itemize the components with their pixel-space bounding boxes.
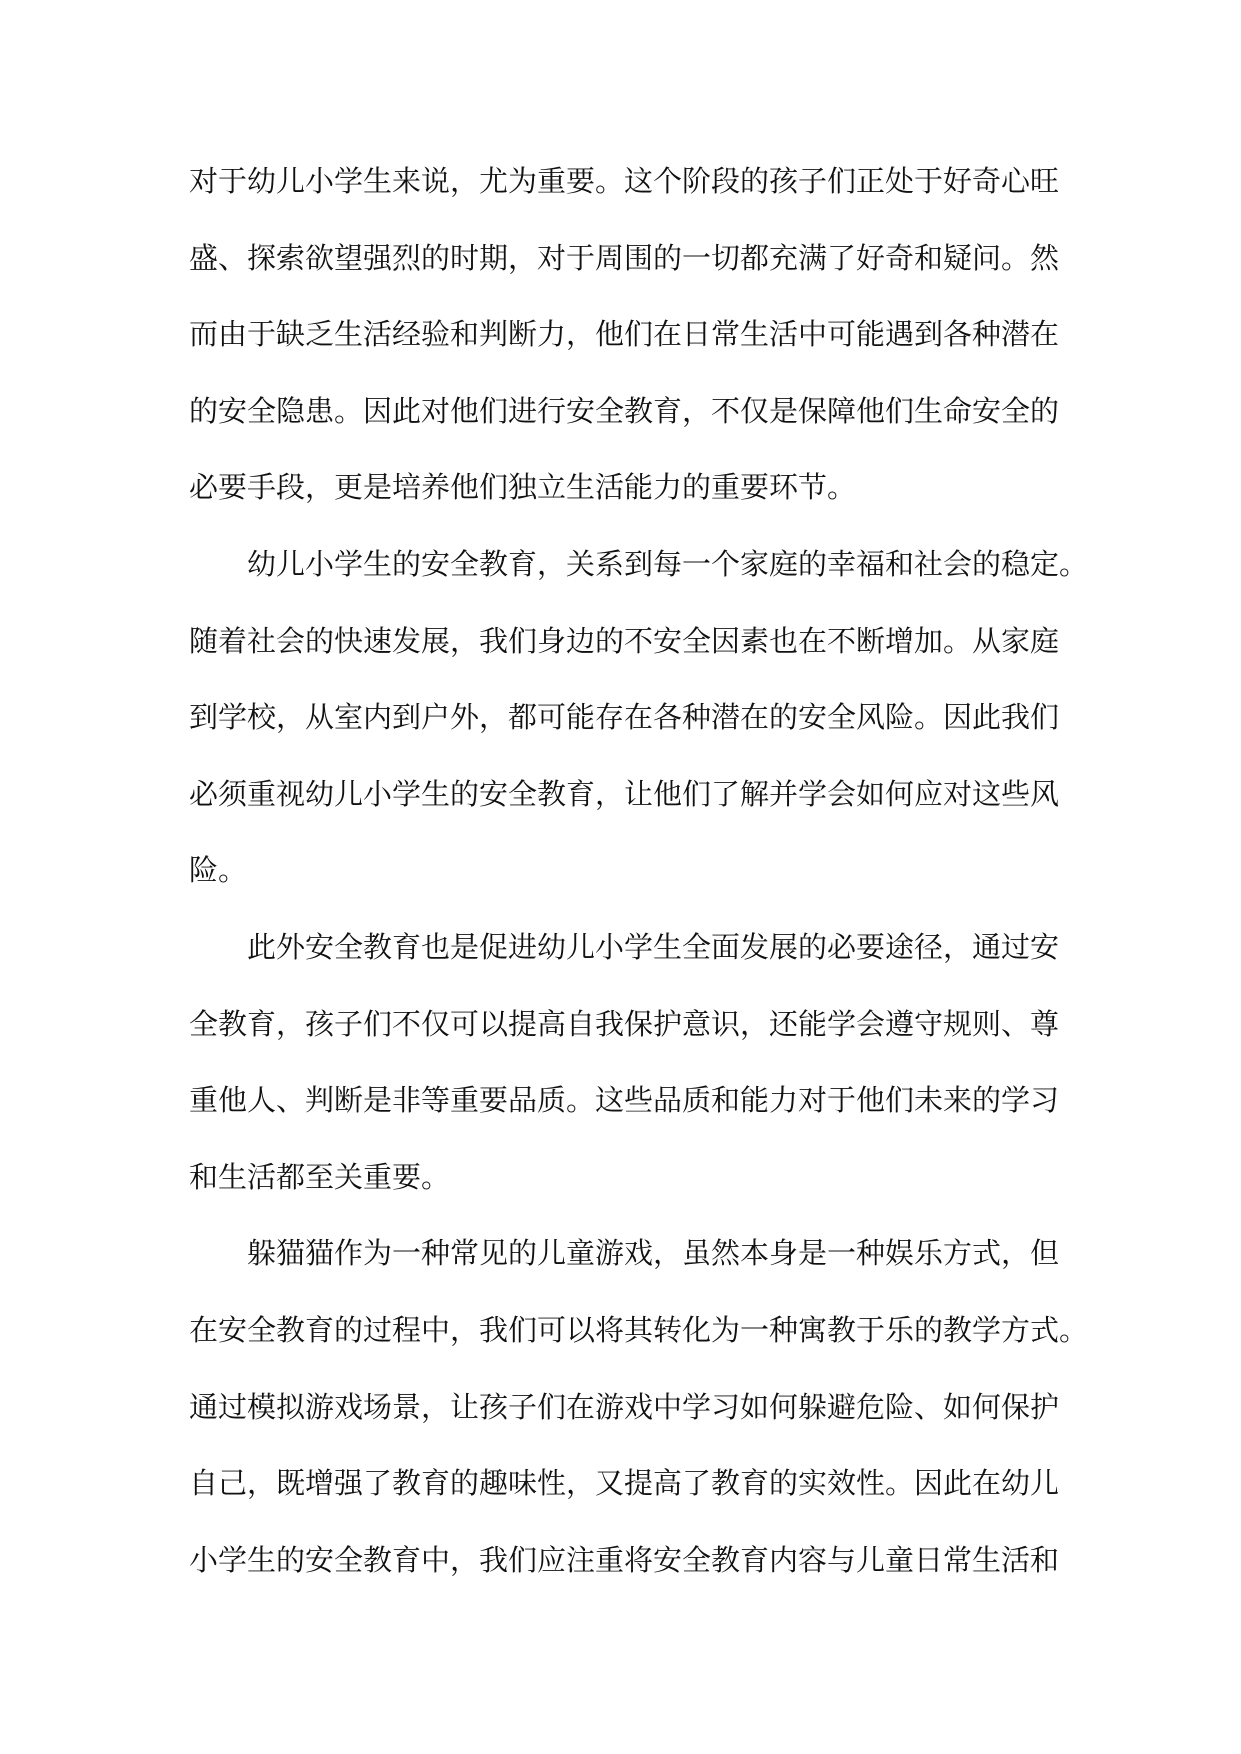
paragraph-1-line-4: 的安全隐患。因此对他们进行安全教育，不仅是保障他们生命安全的	[189, 393, 1060, 428]
paragraph-2-line-3: 到学校，从室内到户外，都可能存在各种潜在的安全风险。因此我们	[189, 700, 1060, 735]
paragraph-4-line-3: 通过模拟游戏场景，让孩子们在游戏中学习如何躲避危险、如何保护	[189, 1389, 1060, 1424]
paragraph-1-line-3: 而由于缺乏生活经验和判断力，他们在日常生活中可能遇到各种潜在	[189, 317, 1060, 352]
paragraph-3-line-3: 重他人、判断是非等重要品质。这些品质和能力对于他们未来的学习	[189, 1083, 1060, 1118]
paragraph-2-line-5: 险。	[189, 853, 248, 888]
paragraph-3-line-2: 全教育，孩子们不仅可以提高自我保护意识，还能学会遵守规则、尊	[189, 1006, 1060, 1041]
paragraph-4-line-5: 小学生的安全教育中，我们应注重将安全教育内容与儿童日常生活和	[189, 1542, 1060, 1577]
paragraph-1-line-1: 对于幼儿小学生来说，尤为重要。这个阶段的孩子们正处于好奇心旺	[189, 164, 1060, 198]
paragraph-1-line-5: 必要手段，更是培养他们独立生活能力的重要环节。	[189, 470, 857, 505]
paragraph-2-line-1: 幼儿小学生的安全教育，关系到每一个家庭的幸福和社会的稳定。	[247, 546, 1089, 581]
paragraph-3-line-4: 和生活都至关重要。	[189, 1159, 451, 1194]
paragraph-1-line-2: 盛、探索欲望强烈的时期，对于周围的一切都充满了好奇和疑问。然	[189, 240, 1060, 275]
paragraph-4-line-1: 躲猫猫作为一种常见的儿童游戏，虽然本身是一种娱乐方式，但	[247, 1236, 1060, 1271]
paragraph-3-line-1: 此外安全教育也是促进幼儿小学生全面发展的必要途径，通过安	[247, 929, 1060, 964]
paragraph-4-line-2: 在安全教育的过程中，我们可以将其转化为一种寓教于乐的教学方式。	[189, 1312, 1089, 1347]
paragraph-2-line-4: 必须重视幼儿小学生的安全教育，让他们了解并学会如何应对这些风	[189, 776, 1060, 811]
paragraph-4-line-4: 自己，既增强了教育的趣味性，又提高了教育的实效性。因此在幼儿	[189, 1466, 1060, 1501]
paragraph-2-line-2: 随着社会的快速发展，我们身边的不安全因素也在不断增加。从家庭	[189, 623, 1060, 658]
body-text	[189, 143, 1089, 1598]
